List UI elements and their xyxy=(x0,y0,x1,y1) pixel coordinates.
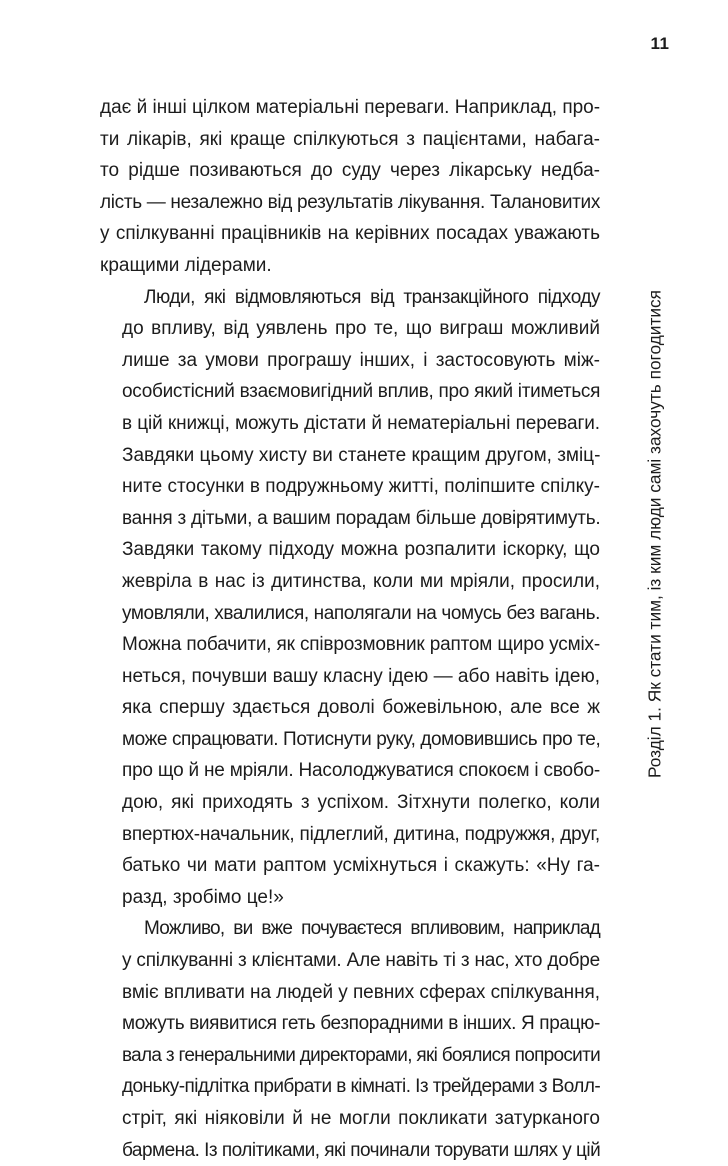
text-line: умовляли, хвалилися, наполягали на чомусь без вагань. xyxy=(122,602,600,624)
text-line: можуть виявитися геть безпорадними в інших. Я працю- xyxy=(122,1013,600,1035)
text-line: особистісний взаємовигідний вплив, про який ітиметься xyxy=(122,381,601,403)
text-line: впертюх-начальник, підлеглий, дитина, подружжя, друг, xyxy=(122,823,600,845)
text-line: яка спершу здається доволі божевільною, але все ж xyxy=(122,697,600,719)
text-line: може спрацювати. Потиснути руку, домовившись про те, xyxy=(122,728,601,750)
text-line: Люди, які відмовляються від транзакційного підходу xyxy=(144,286,600,308)
text-line: у спілкуванні з клієнтами. Але навіть ті з нас, хто добре xyxy=(122,950,600,972)
text-line: лість — незалежно від результатів лікування. Талановитих xyxy=(100,191,600,213)
text-line: ните стосунки в подружньому житті, поліпшите спілку- xyxy=(122,476,600,498)
text-line: кращими лідерами. xyxy=(100,254,272,276)
text-line: разд, зробімо це!» xyxy=(122,886,284,908)
text-line: про що й не мріяли. Насолоджуватися спокоєм і свобо- xyxy=(122,760,600,782)
text-line: бармена. Із політиками, які починали торувати шлях у цій xyxy=(122,1139,601,1161)
text-line: Завдяки цьому хисту ви станете кращим другом, зміц- xyxy=(122,444,601,466)
text-line: в цій книжці, можуть дістати й нематеріальні переваги. xyxy=(122,412,600,434)
running-head: Розділ 1. Як стати тим, із ким люди самі захочуть погодитися xyxy=(644,289,665,779)
text-line: вала з генеральними директорами, які боялися попросити xyxy=(122,1044,600,1066)
text-line: вміє впливати на людей у певних сферах спілкування, xyxy=(122,981,600,1003)
text-line: вання з дітьми, а вашим порадам більше довірятимуть. xyxy=(122,507,601,529)
text-line: дає й інші цілком матеріальні переваги. Наприклад, про- xyxy=(100,97,601,118)
page-number: 11 xyxy=(650,34,670,53)
text-line: у спілкуванні працівників на керівних посадах уважають xyxy=(100,223,600,245)
text-line: то рідше позиваються до суду через лікарську недба- xyxy=(100,160,600,182)
text-line: дою, які приходять з успіхом. Зітхнути полегко, коли xyxy=(122,792,600,814)
text-line: Можливо, ви вже почуваєтеся впливовим, наприклад xyxy=(144,918,600,940)
text-line: жевріла в нас із дитинства, коли ми мріяли, просили, xyxy=(122,570,600,592)
text-line: батько чи мати раптом усміхнуться і скажуть: «Ну га- xyxy=(122,855,600,877)
paragraph xyxy=(100,282,600,914)
text-line: неться, почувши вашу класну ідею — або навіть ідею, xyxy=(122,665,600,687)
paragraph xyxy=(100,92,600,282)
text-line: до впливу, від уявлень про те, що виграш можливий xyxy=(122,318,600,340)
text-line: доньку-підлітка прибрати в кімнаті. Із трейдерами з Волл- xyxy=(122,1076,601,1098)
text-line: ти лікарів, які краще спілкуються з пацієнтами, набага- xyxy=(100,128,600,150)
text-line: лише за умови програшу інших, і застосовують між- xyxy=(122,349,600,371)
text-line: Можна побачити, як співрозмовник раптом щиро усміх- xyxy=(122,634,600,656)
body-text xyxy=(100,92,600,1166)
text-line: стріт, які ніяковіли й не могли покликати затурканого xyxy=(122,1108,600,1129)
paragraph xyxy=(100,913,600,1166)
text-line: Завдяки такому підходу можна розпалити іскорку, що xyxy=(122,539,600,561)
